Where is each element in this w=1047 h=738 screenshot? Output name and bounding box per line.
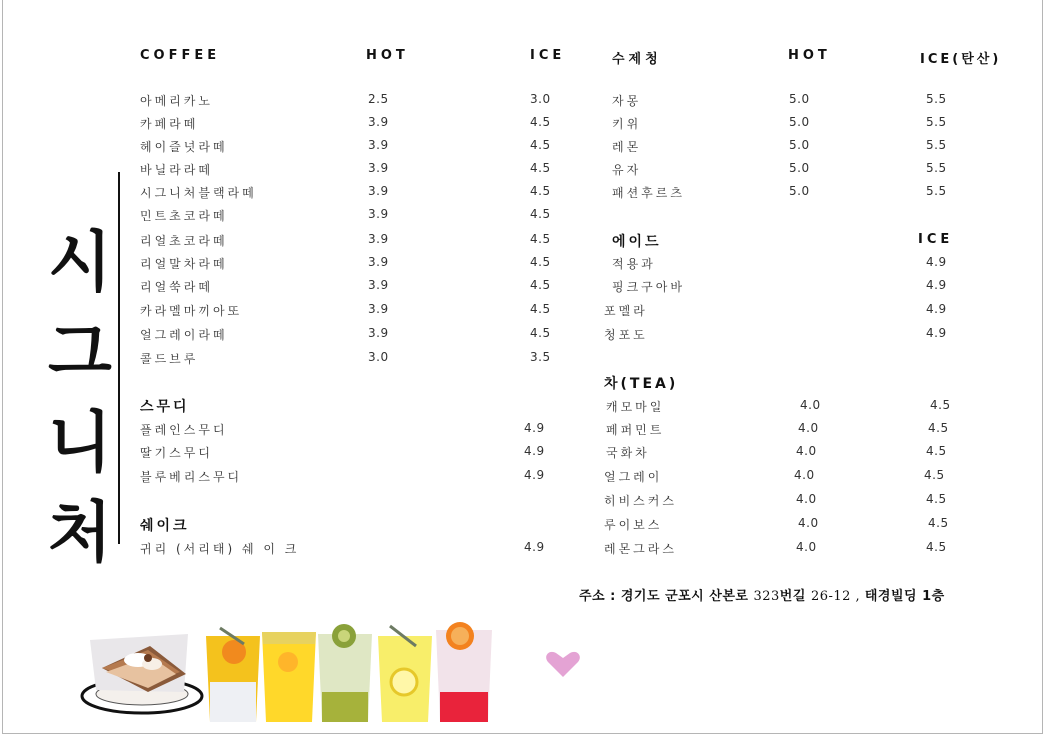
menu-item-name: 플레인스무디: [140, 423, 228, 437]
menu-item-name: 포멜라: [604, 304, 648, 318]
menu-item-hot-price: 4.0: [800, 398, 821, 412]
menu-item-name: 시그니처블랙라떼: [140, 186, 257, 200]
menu-item-name: 레몬: [612, 140, 642, 154]
menu-item-hot-price: 2.5: [368, 92, 389, 106]
menu-item-name: 청포도: [604, 328, 648, 342]
menu-item-name: 헤이즐넛라떼: [140, 140, 228, 154]
syrup-hot-header: HOT: [788, 48, 831, 63]
menu-item-ice-price: 4.5: [530, 326, 551, 340]
menu-item-name: 리얼말차라떼: [140, 257, 228, 271]
menu-item-hot-price: 4.0: [796, 492, 817, 506]
cake-image: [78, 628, 206, 718]
menu-item-hot-price: 3.9: [368, 184, 389, 198]
menu-item-hot-price: 3.9: [368, 115, 389, 129]
menu-item-name: 귀리 (서리태) 쉐 이 크: [140, 542, 300, 556]
menu-item-name: 캐모마일: [606, 400, 665, 414]
menu-item-ice-price: 4.5: [530, 278, 551, 292]
menu-item-hot-price: 3.9: [368, 207, 389, 221]
menu-item-price: 4.9: [926, 255, 947, 269]
drinks-image: [204, 622, 496, 724]
menu-item-price: 4.9: [926, 302, 947, 316]
coffee-header: COFFEE: [140, 48, 221, 63]
menu-item-hot-price: 4.0: [796, 444, 817, 458]
tea-header: 차(TEA): [604, 376, 679, 392]
brand-char: 그: [48, 314, 112, 391]
menu-item-hot-price: 3.9: [368, 326, 389, 340]
menu-item-ice-price: 4.5: [530, 207, 551, 221]
menu-item-name: 아메리카노: [140, 94, 213, 108]
menu-item-name: 국화차: [606, 446, 650, 460]
address-tail: 태경빌딩 1층: [864, 589, 945, 604]
menu-item-name: 레몬그라스: [604, 542, 677, 556]
ade-ice-header: ICE: [918, 232, 954, 247]
menu-item-name: 적용과: [612, 257, 656, 271]
menu-item-name: 민트초코라떼: [140, 209, 228, 223]
menu-item-ice-price: 3.5: [530, 350, 551, 364]
syrup-ice-header: ICE(탄산): [920, 52, 1002, 67]
menu-item-ice-price: 4.5: [926, 540, 947, 554]
menu-item-ice-price: 5.5: [926, 115, 947, 129]
brand-char: 시: [48, 224, 112, 301]
menu-item-hot-price: 5.0: [789, 138, 810, 152]
menu-item-price: 4.9: [524, 468, 545, 482]
menu-item-hot-price: 3.9: [368, 278, 389, 292]
coffee-hot-header: HOT: [366, 48, 409, 63]
menu-item-price: 4.9: [524, 421, 545, 435]
menu-item-name: 자몽: [612, 94, 642, 108]
menu-item-hot-price: 3.9: [368, 255, 389, 269]
address-number: 323: [753, 589, 780, 604]
menu-item-name: 리얼쑥라떼: [140, 280, 213, 294]
menu-item-ice-price: 4.5: [530, 232, 551, 246]
menu-item-ice-price: 4.5: [530, 302, 551, 316]
menu-item-name: 콜드브루: [140, 352, 199, 366]
menu-item-name: 얼그레이: [604, 470, 663, 484]
menu-item-name: 키위: [612, 117, 642, 131]
menu-item-name: 카라멜마끼아또: [140, 304, 243, 318]
menu-item-ice-price: 4.5: [530, 115, 551, 129]
menu-item-name: 페퍼민트: [606, 423, 665, 437]
menu-item-hot-price: 3.9: [368, 232, 389, 246]
brand-char: 니: [48, 404, 112, 481]
menu-item-ice-price: 5.5: [926, 92, 947, 106]
menu-item-hot-price: 3.9: [368, 161, 389, 175]
menu-item-name: 유자: [612, 163, 642, 177]
address-label: 주소 : 경기도 군포시 산본로: [579, 589, 754, 604]
menu-item-hot-price: 4.0: [798, 516, 819, 530]
brand-divider: [118, 172, 120, 544]
menu-item-name: 히비스커스: [604, 494, 677, 508]
menu-item-hot-price: 5.0: [789, 115, 810, 129]
address: [579, 585, 945, 604]
menu-item-name: 패션후르츠: [612, 186, 685, 200]
menu-item-hot-price: 4.0: [794, 468, 815, 482]
menu-item-name: 얼그레이라떼: [140, 328, 228, 342]
page-border: [2, 0, 1043, 734]
menu-item-hot-price: 3.9: [368, 302, 389, 316]
menu-item-ice-price: 4.5: [924, 468, 945, 482]
brand-char: 처: [48, 494, 112, 571]
menu-item-hot-price: 4.0: [798, 421, 819, 435]
syrup-header: 수제청: [612, 52, 662, 67]
menu-item-price: 4.9: [926, 326, 947, 340]
heart-icon: [545, 650, 581, 678]
menu-item-hot-price: 5.0: [789, 184, 810, 198]
menu-item-price: 4.9: [524, 444, 545, 458]
menu-item-ice-price: 4.5: [928, 516, 949, 530]
menu-item-ice-price: 4.5: [530, 161, 551, 175]
menu-item-hot-price: 5.0: [789, 161, 810, 175]
address-mid: 번길: [779, 589, 811, 604]
menu-item-ice-price: 4.5: [930, 398, 951, 412]
coffee-ice-header: ICE: [530, 48, 566, 63]
menu-item-hot-price: 3.9: [368, 138, 389, 152]
menu-item-price: 4.9: [524, 540, 545, 554]
menu-item-ice-price: 4.5: [530, 138, 551, 152]
brand-title: [48, 218, 112, 578]
menu-item-ice-price: 4.5: [928, 421, 949, 435]
menu-item-ice-price: 5.5: [926, 184, 947, 198]
menu-item-hot-price: 4.0: [796, 540, 817, 554]
menu-item-ice-price: 5.5: [926, 161, 947, 175]
menu-item-ice-price: 5.5: [926, 138, 947, 152]
menu-item-name: 블루베리스무디: [140, 470, 243, 484]
menu-item-hot-price: 3.0: [368, 350, 389, 364]
menu-item-name: 카페라떼: [140, 117, 199, 131]
menu-item-ice-price: 3.0: [530, 92, 551, 106]
menu-item-price: 4.9: [926, 278, 947, 292]
menu-item-ice-price: 4.5: [926, 492, 947, 506]
smoothie-header: 스무디: [140, 399, 190, 415]
menu-item-name: 딸기스무디: [140, 446, 213, 460]
menu-item-ice-price: 4.5: [530, 184, 551, 198]
menu-item-ice-price: 4.5: [926, 444, 947, 458]
shake-header: 쉐이크: [140, 518, 190, 534]
menu-item-hot-price: 5.0: [789, 92, 810, 106]
address-number2: 26-12 ,: [810, 589, 865, 604]
menu-item-name: 핑크구아바: [612, 280, 685, 294]
menu-item-name: 바닐라라떼: [140, 163, 213, 177]
menu-item-ice-price: 4.5: [530, 255, 551, 269]
ade-header: 에이드: [612, 234, 662, 250]
menu-item-name: 리얼초코라떼: [140, 234, 228, 248]
menu-item-name: 루이보스: [604, 518, 663, 532]
